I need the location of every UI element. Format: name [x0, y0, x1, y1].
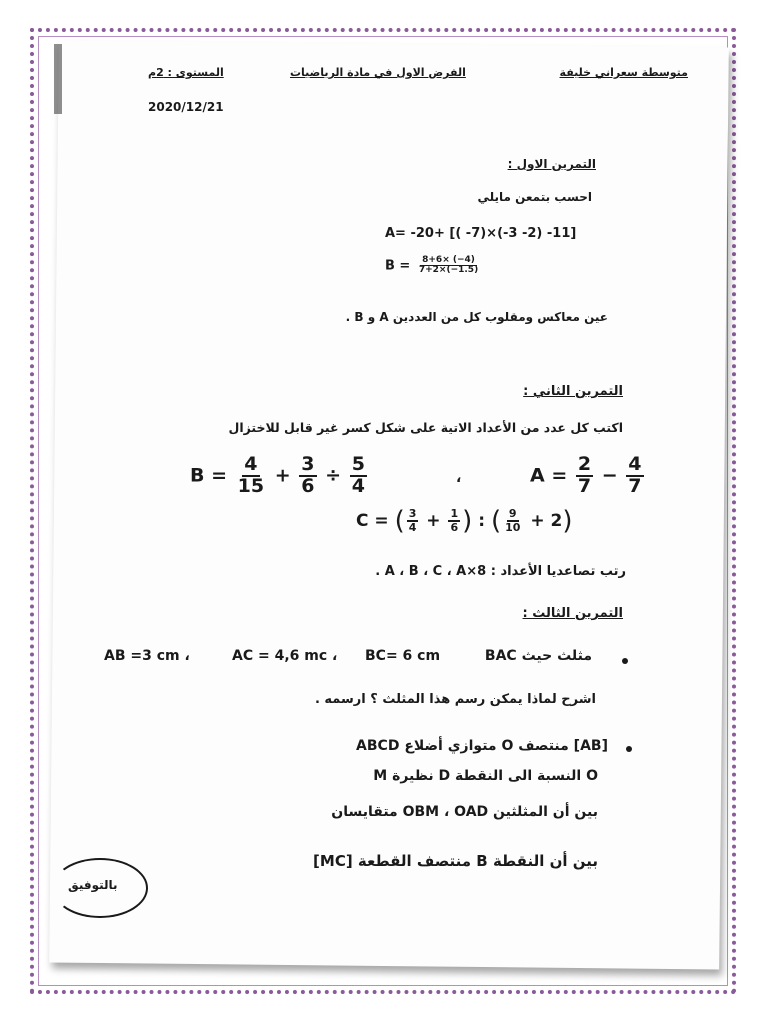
ex3-triangle-label: BAC مثلث حيث — [484, 648, 592, 664]
ex2-C-colon: : — [478, 511, 486, 531]
ex2-B-frac2-den: 6 — [301, 474, 315, 497]
ex2-B-frac1-num: 4 — [244, 453, 258, 475]
ex1-B-label: B = — [385, 258, 411, 274]
ex2-C-frac3 — [503, 508, 522, 533]
ex2-B-divide: ÷ — [325, 464, 342, 487]
ex1-B-denominator: 7+2×(−1.5) — [418, 265, 479, 276]
ex1-expr-B — [385, 256, 482, 276]
exam-title: الفرض الاول في مادة الرياضيات — [290, 66, 466, 79]
ex2-expr-B — [190, 455, 369, 497]
ex2-expr-A — [530, 455, 646, 497]
ex2-C-frac2-den: 6 — [450, 521, 459, 534]
ex1-B-numerator: 8+6× (−4) — [422, 255, 475, 265]
ex2-instruction: اكتب كل عدد من الأعداد الاتية على شكل كسر غير قابل للاختزال — [228, 420, 623, 435]
ex2-C-plus: + — [426, 511, 441, 531]
ex2-A-minus: − — [601, 464, 618, 487]
ex1-expr-A: A= -20+ [( -7)×(-3 -2) -11] — [385, 226, 577, 241]
ex2-A-frac2 — [626, 455, 643, 497]
ex3-side-AC: AC = 4,6 mc ، — [232, 648, 338, 664]
ex2-B-frac3-num: 5 — [351, 453, 365, 475]
ex2-C-frac2-num: 1 — [450, 507, 459, 521]
ex2-C-label: C = — [356, 511, 389, 531]
ex2-A-frac2-num: 4 — [628, 453, 642, 475]
ex3-title: التمرين الثالث : — [522, 606, 623, 621]
ex3-explain: اشرح لماذا يمكن رسم هذا المثلث ؟ ارسمه . — [314, 692, 596, 707]
exam-sheet — [49, 41, 729, 970]
ex3-parallelogram: ABCD متوازي أضلاع O منتصف [AB] — [356, 738, 608, 754]
school-name: متوسطة سعراني خليفة — [559, 66, 688, 79]
ex2-B-plus: + — [274, 464, 291, 487]
ex1-title: التمرين الاول : — [507, 157, 596, 171]
ex2-B-frac3 — [350, 455, 367, 497]
class-level: المستوى : 2م — [148, 66, 224, 79]
ex1-task: عين معاكس ومقلوب كل من العددين A و B . — [345, 310, 608, 324]
sheet-binding-edge — [54, 44, 62, 114]
ex2-B-frac1-den: 15 — [237, 474, 265, 497]
ex2-A-frac2-den: 7 — [628, 474, 642, 497]
ex1-B-fraction — [417, 256, 480, 276]
ex2-C-paren-open-2: ( — [490, 506, 502, 536]
ex2-A-frac1-den: 7 — [577, 474, 592, 497]
ex3-isometric: بين أن المثلثين OBM ، OAD متقايسان — [331, 804, 598, 820]
ex2-expr-C — [356, 506, 572, 536]
ex2-C-frac1-den: 4 — [408, 521, 417, 534]
ex2-A-frac1 — [576, 455, 593, 497]
ex3-side-BC: BC= 6 cm — [365, 648, 441, 664]
ex2-A-frac1-num: 2 — [577, 453, 592, 475]
exam-date: 2020/12/21 — [148, 100, 224, 114]
ex2-C-frac3-num: 9 — [508, 507, 517, 521]
ex1-instruction: احسب بتمعن مايلي — [477, 190, 592, 204]
ex2-B-label: B = — [190, 464, 228, 487]
good-luck-text: بالتوفيق — [68, 878, 118, 892]
ex2-C-plus-two: + 2 — [530, 511, 563, 531]
ex3-symmetry: M نظيرة D النسبة الى النقطة O — [373, 768, 598, 784]
ex2-B-frac2-num: 3 — [301, 453, 315, 475]
ex3-bullet-1 — [622, 658, 628, 664]
ex2-title: التمرين الثاني : — [523, 384, 623, 399]
ex3-bullet-2 — [626, 746, 632, 752]
ex2-B-frac2 — [299, 455, 316, 497]
ex2-C-frac3-den: 10 — [505, 521, 521, 534]
ex2-A-label: A = — [530, 464, 568, 487]
ex2-C-frac1-num: 3 — [408, 507, 417, 521]
ex2-C-paren-close-2: ) — [562, 506, 573, 536]
ex3-side-AB: AB =3 cm ، — [104, 648, 190, 664]
ex2-C-paren-open-1: ( — [394, 506, 405, 536]
ex2-B-frac3-den: 4 — [351, 474, 365, 497]
ex2-C-frac2 — [448, 508, 460, 533]
ex2-C-paren-close-1: ) — [462, 506, 473, 536]
ex3-midpoint: بين أن النقطة B منتصف القطعة [MC] — [313, 852, 598, 870]
ex2-order-task: رتب تصاعديا الأعداد : A ، B ، C ، A×8 . — [375, 564, 626, 579]
ex2-B-frac1 — [236, 455, 266, 497]
ex2-separator: ، — [456, 470, 462, 486]
ex2-C-frac1 — [407, 508, 419, 533]
